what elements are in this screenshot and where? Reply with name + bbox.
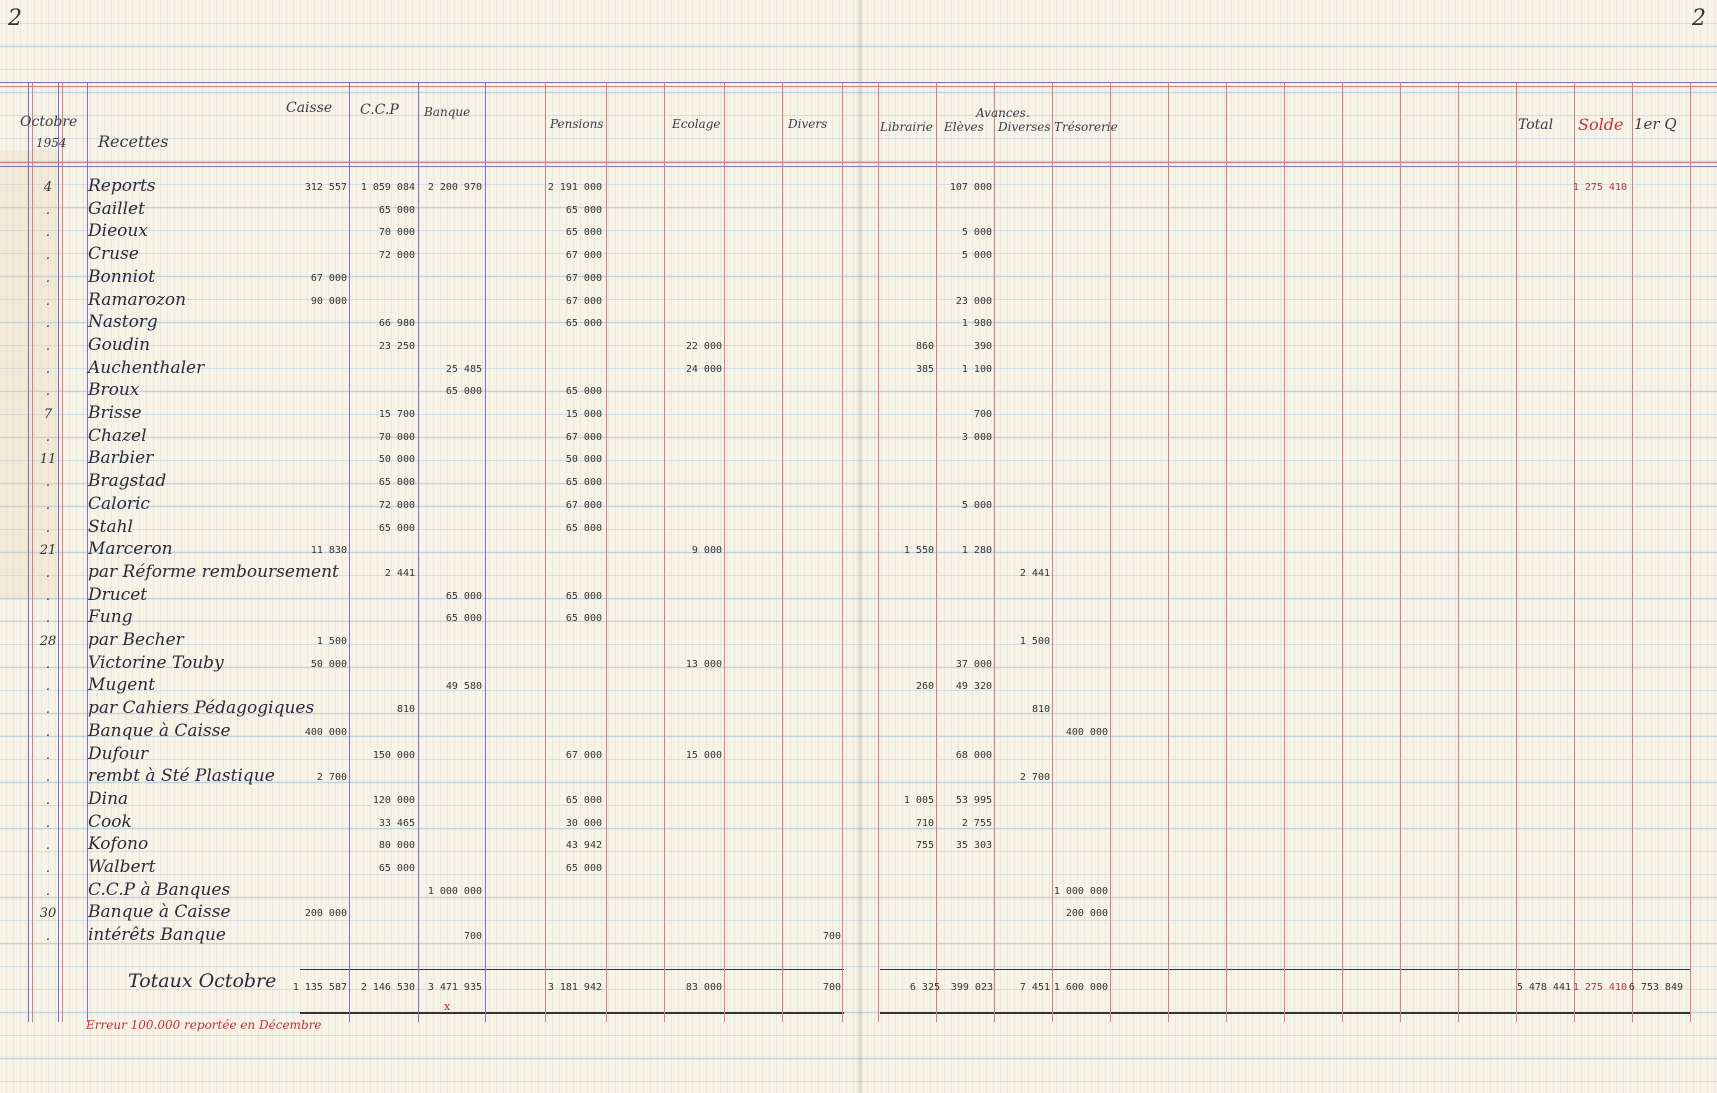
header-recettes: Recettes	[98, 132, 169, 151]
entry-date: .	[45, 202, 51, 218]
amount-ccp: 70 000	[378, 227, 415, 239]
header-year: 1954	[36, 136, 67, 150]
column-rule	[842, 82, 843, 1022]
amount-pensions: 65 000	[565, 613, 602, 625]
total-ccp: 2 146 530	[360, 982, 415, 993]
header-rule-red	[0, 162, 1717, 163]
amount-ccp: 33 465	[378, 817, 415, 829]
amount-pensions: 65 000	[565, 522, 602, 534]
amount-librairie: 710	[915, 817, 934, 829]
entry-date: 21	[39, 543, 57, 559]
amount-librairie: 1 005	[903, 794, 934, 806]
amount-banque: 25 485	[445, 363, 482, 375]
entry-name: Chazel	[88, 425, 147, 446]
header-ecolage: Ecolage	[672, 117, 721, 131]
amount-librairie: 755	[915, 840, 934, 852]
entry-name: Banque à Caisse	[88, 902, 231, 923]
column-rule	[664, 82, 665, 1022]
entry-name: Victorine Touby	[88, 652, 224, 673]
amount-tresorerie: 400 000	[1065, 726, 1108, 738]
amount-pensions: 65 000	[565, 386, 602, 398]
column-rule	[1226, 82, 1227, 1022]
entry-name: Marceron	[88, 539, 173, 560]
amount-pensions: 65 000	[565, 477, 602, 489]
amount-eleves: 5 000	[961, 227, 992, 239]
page-number-right: 2	[1692, 6, 1706, 31]
amount-pensions: 15 000	[565, 409, 602, 420]
entry-date: .	[45, 565, 51, 581]
amount-ecolage: 24 000	[685, 363, 722, 375]
header-diverses: Diverses	[998, 120, 1051, 134]
amount-banque: 49 580	[445, 681, 482, 693]
amount-ccp: 65 000	[378, 204, 415, 216]
amount-pensions: 30 000	[565, 817, 602, 829]
amount-pensions: 65 000	[565, 863, 602, 874]
amount-pensions: 2 191 000	[547, 182, 602, 193]
entry-name: Nastorg	[88, 312, 158, 333]
column-rule	[1516, 82, 1517, 1022]
total-tresorerie: 1 600 000	[1053, 982, 1108, 993]
amount-eleves: 68 000	[955, 749, 992, 761]
entry-date: 30	[39, 906, 57, 922]
amount-eleves: 700	[973, 409, 992, 420]
totals-double-rule-left	[300, 1012, 844, 1014]
entry-date: .	[45, 883, 51, 899]
amount-pensions: 65 000	[565, 794, 602, 806]
amount-ccp: 23 250	[378, 340, 415, 352]
amount-diverses: 2 441	[1019, 567, 1050, 579]
entry-date: .	[45, 225, 51, 241]
entry-date: .	[45, 588, 51, 604]
amount-eleves: 5 000	[961, 250, 992, 262]
column-rule	[545, 82, 546, 1022]
amount-caisse: 67 000	[310, 272, 347, 284]
entry-date: .	[45, 361, 51, 377]
amount-ccp: 1 059 084	[360, 182, 415, 193]
entry-name: Dieoux	[88, 221, 148, 242]
amount-ccp: 810	[396, 704, 415, 716]
amount-caisse: 1 500	[316, 636, 347, 647]
entry-date: .	[45, 497, 51, 513]
totals-rule-left	[300, 969, 844, 970]
amount-ccp: 2 441	[384, 567, 415, 579]
header-caisse: Caisse	[286, 100, 333, 116]
amount-eleves: 1 980	[961, 318, 992, 330]
entry-date: .	[45, 429, 51, 445]
amount-banque: 65 000	[445, 590, 482, 602]
entry-name: C.C.P à Banques	[88, 879, 231, 900]
entry-date: .	[45, 679, 51, 695]
amount-eleves: 390	[973, 340, 992, 352]
header-solde: Solde	[1578, 115, 1624, 134]
entry-name: Dufour	[88, 743, 149, 764]
total-divers: 700	[822, 982, 841, 993]
amount-caisse: 90 000	[310, 295, 347, 307]
amount-eleves: 5 000	[961, 499, 992, 511]
entry-name: Bonniot	[88, 266, 156, 287]
error-mark: x	[444, 1000, 451, 1013]
entry-date: .	[45, 475, 51, 491]
entry-name: Banque à Caisse	[88, 720, 231, 741]
column-rule	[1574, 82, 1575, 1022]
amount-pensions: 50 000	[565, 454, 602, 466]
entry-name: intérêts Banque	[88, 925, 226, 946]
total-ecolage: 83 000	[685, 982, 722, 993]
column-rule	[936, 82, 937, 1022]
entry-date: .	[45, 770, 51, 786]
amount-caisse: 50 000	[310, 658, 347, 670]
entry-date: .	[45, 656, 51, 672]
amount-ecolage: 13 000	[685, 658, 722, 670]
amount-librairie: 1 550	[903, 545, 934, 557]
header-total: Total	[1518, 117, 1554, 133]
amount-ccp: 66 980	[378, 318, 415, 330]
amount-pensions: 67 000	[565, 272, 602, 284]
column-rule	[1690, 82, 1691, 1022]
amount-caisse: 2 700	[316, 772, 347, 784]
entry-date: .	[45, 838, 51, 854]
entry-name: Ramarozon	[88, 289, 187, 310]
top-rule-blue	[0, 82, 1717, 83]
entry-date: .	[45, 248, 51, 264]
amount-tresorerie: 1 000 000	[1053, 885, 1108, 897]
totals-rule-right	[880, 969, 1690, 970]
amount-banque: 700	[463, 931, 482, 943]
header-rule-blue	[0, 166, 1717, 167]
entry-name: Gaillet	[88, 198, 145, 219]
entry-date: .	[45, 611, 51, 627]
entry-name: Reports	[88, 176, 156, 196]
column-rule	[724, 82, 725, 1022]
column-rule	[1342, 82, 1343, 1022]
amount-ccp: 72 000	[378, 250, 415, 262]
header-first-q: 1er Q	[1634, 115, 1677, 133]
entry-name: Kofono	[88, 834, 149, 855]
amount-eleves: 49 320	[955, 681, 992, 693]
entry-date: .	[45, 702, 51, 718]
entry-name: par Cahiers Pédagogiques	[88, 698, 315, 719]
entry-date: .	[45, 270, 51, 286]
amount-caisse: 11 830	[310, 545, 347, 557]
entry-name: Stahl	[88, 516, 133, 537]
amount-eleves: 23 000	[955, 295, 992, 307]
entry-name: Mugent	[88, 675, 156, 696]
entry-name: Cruse	[88, 244, 139, 265]
entry-date: 28	[39, 634, 57, 649]
entry-name: Caloric	[88, 493, 150, 514]
column-rule	[418, 82, 419, 1022]
amount-librairie: 260	[915, 681, 934, 693]
entry-name: Walbert	[88, 857, 156, 877]
amount-pensions: 67 000	[565, 431, 602, 443]
total-diverses: 7 451	[1019, 982, 1050, 993]
total-pensions: 3 181 942	[547, 982, 602, 993]
amount-ccp: 150 000	[372, 749, 415, 761]
column-rule	[32, 82, 33, 1022]
header-librairie: Librairie	[880, 120, 933, 134]
header-avances: Avances.	[976, 106, 1030, 120]
amount-eleves: 35 303	[955, 840, 992, 852]
column-rule	[349, 82, 350, 1022]
entry-date: .	[45, 929, 51, 945]
amount-pensions: 65 000	[565, 318, 602, 330]
entry-date: .	[45, 792, 51, 808]
amount-solde: 1 275 410	[1572, 182, 1627, 193]
amount-banque: 2 200 970	[427, 182, 482, 193]
top-rule-red	[0, 86, 1717, 87]
entry-date: .	[45, 724, 51, 740]
column-rule	[1110, 82, 1111, 1022]
entry-name: Brisse	[88, 403, 142, 423]
header-month: Octobre	[20, 114, 78, 130]
total-librairie: 6 325	[909, 982, 940, 993]
entry-name: par Réforme remboursement	[88, 561, 339, 582]
entry-name: Barbier	[88, 448, 154, 469]
header-ccp: C.C.P	[360, 102, 399, 118]
amount-ccp: 50 000	[378, 454, 415, 466]
amount-eleves: 3 000	[961, 431, 992, 443]
entry-date: .	[45, 861, 51, 876]
page-gutter	[857, 0, 863, 1093]
header-pensions: Pensions	[550, 117, 604, 131]
entry-date: 7	[43, 407, 53, 422]
amount-diverses: 810	[1031, 704, 1050, 716]
column-rule	[1168, 82, 1169, 1022]
amount-diverses: 1 500	[1019, 636, 1050, 647]
entry-name: Broux	[88, 380, 140, 401]
amount-eleves: 107 000	[949, 182, 992, 193]
amount-ecolage: 15 000	[685, 749, 722, 761]
entry-name: Goudin	[88, 334, 151, 355]
amount-eleves: 1 280	[961, 545, 992, 557]
column-rule	[1458, 82, 1459, 1022]
entry-name: rembt à Sté Plastique	[88, 766, 275, 787]
column-rule	[1400, 82, 1401, 1022]
amount-librairie: 860	[915, 340, 934, 352]
amount-pensions: 65 000	[565, 590, 602, 602]
total-solde: 1 275 410	[1572, 982, 1627, 993]
header-eleves: Elèves	[944, 120, 984, 134]
amount-divers: 700	[822, 931, 841, 943]
page-number-left: 2	[8, 6, 22, 31]
amount-pensions: 65 000	[565, 204, 602, 216]
amount-ccp: 80 000	[378, 840, 415, 852]
amount-ccp: 65 000	[378, 477, 415, 489]
amount-ccp: 65 000	[378, 522, 415, 534]
entry-date: .	[45, 815, 51, 831]
column-rule	[1632, 82, 1633, 1022]
total-first-q: 6 753 849	[1628, 982, 1683, 993]
amount-diverses: 2 700	[1019, 772, 1050, 784]
column-rule	[485, 82, 486, 1022]
amount-pensions: 43 942	[565, 840, 602, 852]
amount-ccp: 120 000	[372, 794, 415, 806]
amount-pensions: 65 000	[565, 227, 602, 239]
amount-banque: 65 000	[445, 613, 482, 625]
column-rule	[606, 82, 607, 1022]
amount-ccp: 65 000	[378, 863, 415, 874]
column-rule	[878, 82, 879, 1022]
entry-name: Drucet	[88, 584, 148, 605]
amount-banque: 1 000 000	[427, 885, 482, 897]
amount-pensions: 67 000	[565, 749, 602, 761]
amount-ecolage: 9 000	[691, 545, 722, 557]
total-total: 5 478 441	[1516, 982, 1571, 993]
column-rule	[28, 82, 29, 1022]
total-banque: 3 471 935	[427, 982, 482, 993]
entry-name: Bragstad	[88, 471, 167, 492]
entry-date: .	[45, 316, 51, 332]
amount-caisse: 312 557	[304, 182, 347, 193]
amount-ccp: 15 700	[378, 409, 415, 420]
entry-date: .	[45, 293, 51, 309]
amount-banque: 65 000	[445, 386, 482, 398]
amount-pensions: 67 000	[565, 499, 602, 511]
amount-librairie: 385	[915, 363, 934, 375]
amount-caisse: 400 000	[304, 726, 347, 738]
footnote-error: Erreur 100.000 reportée en Décembre	[86, 1018, 322, 1032]
amount-caisse: 200 000	[304, 908, 347, 920]
amount-ecolage: 22 000	[685, 340, 722, 352]
entry-date: 4	[43, 180, 53, 195]
column-rule	[782, 82, 783, 1022]
entry-date: .	[45, 338, 51, 354]
amount-eleves: 2 755	[961, 817, 992, 829]
header-divers: Divers	[788, 117, 828, 131]
column-rule	[1284, 82, 1285, 1022]
header-tresorerie: Trésorerie	[1054, 120, 1118, 134]
entry-name: Cook	[88, 811, 132, 832]
amount-tresorerie: 200 000	[1065, 908, 1108, 920]
entry-name: par Becher	[88, 630, 184, 650]
entry-name: Auchenthaler	[88, 357, 205, 378]
column-rule	[62, 82, 63, 1022]
amount-eleves: 1 100	[961, 363, 992, 375]
amount-pensions: 67 000	[565, 295, 602, 307]
entry-date: 11	[39, 452, 57, 468]
entry-date: .	[45, 384, 51, 400]
amount-ccp: 70 000	[378, 431, 415, 443]
amount-ccp: 72 000	[378, 499, 415, 511]
amount-pensions: 67 000	[565, 250, 602, 262]
total-caisse: 1 135 587	[292, 982, 347, 993]
entry-date: .	[45, 747, 51, 763]
column-rule	[1052, 82, 1053, 1022]
entry-date: .	[45, 520, 51, 536]
entry-name: Dina	[88, 788, 129, 809]
amount-eleves: 53 995	[955, 794, 992, 806]
header-banque: Banque	[424, 105, 471, 119]
column-rule	[58, 82, 59, 1022]
total-eleves: 399 023	[950, 982, 993, 993]
entry-name: Fung	[88, 607, 133, 628]
amount-eleves: 37 000	[955, 658, 992, 670]
totals-double-rule-right	[880, 1012, 1690, 1014]
totals-label: Totaux Octobre	[128, 970, 277, 992]
column-rule	[994, 82, 995, 1022]
